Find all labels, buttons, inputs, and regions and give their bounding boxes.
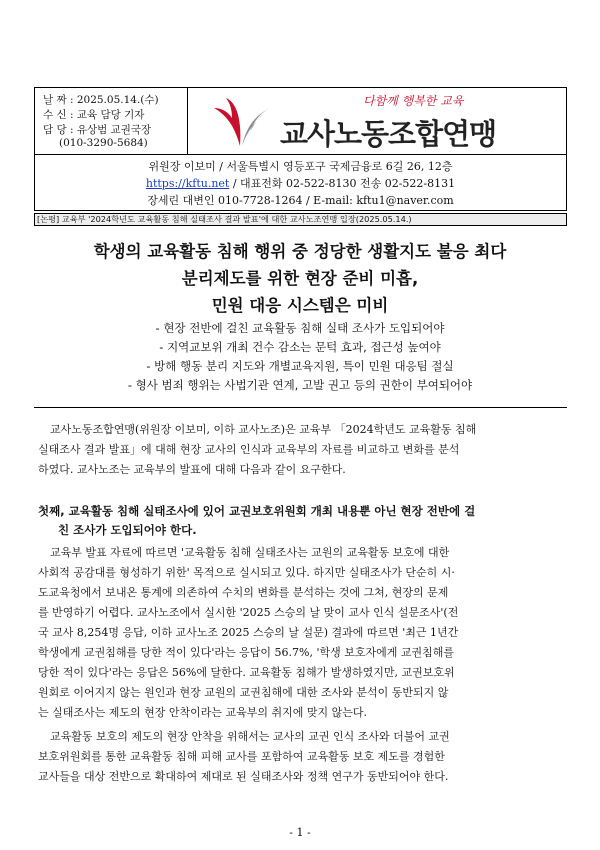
release-recipient: 수 신 : 교육 담당 기자 (43, 109, 145, 121)
page-number: - 1 - (289, 826, 311, 839)
section1-heading-line-1: 첫째, 교육활동 침해 실태조사에 있어 교권보호위원회 개최 내용뿐 아닌 현장 전반에 걸 (38, 504, 476, 518)
release-contact-phone: (010-3290-5684) (59, 137, 148, 149)
org-spokesperson: 장세린 대변인 010-7728-1264 / E-mail: kftu1@naver.com (147, 194, 454, 207)
s1p2-line-1: 교육활동 보호의 제도의 현장 안착을 위해서는 교사의 교권 인식 조사와 더불어 교권 (50, 730, 450, 743)
section1-heading-line-2: 친 조사가 도입되어야 한다. (58, 523, 197, 537)
s1p2-line-2: 보호위원회를 통한 교육활동 침해 피해 교사를 포함하여 교육활동 보호 제도를 경험한 (38, 750, 445, 763)
press-release-header (34, 87, 567, 211)
intro-line-3: 하였다. 교사노조는 교육부의 발표에 대해 다음과 같이 요구한다. (38, 463, 346, 476)
release-category: [논평] 교육부 '2024학년도 교육활동 침해 실태조사 결과 발표'에 대한 교사노조연맹 입장(2025.05.14.) (34, 213, 567, 226)
title-line-3: 민원 대응 시스템은 미비 (211, 296, 389, 315)
section-divider (34, 407, 567, 408)
release-contact-person: 담 당 : 유상범 교권국장 (43, 124, 152, 136)
header-top-row (35, 88, 566, 155)
org-phone-line (35, 175, 566, 191)
org-tel-fax: / 대표전화 02-522-8130 전송 02-522-8131 (229, 177, 456, 190)
title-line-1: 학생의 교육활동 침해 행위 중 정당한 생활지도 불응 최다 (93, 242, 507, 261)
subtitle-4: - 형사 범죄 행위는 사법기관 연계, 고발 권고 등의 권한이 부여되어야 (127, 378, 473, 392)
intro-line-1: 교사노동조합연맹(위원장 이보미, 이하 교사노조)은 교육부 「2024학년도 교육활동 침해 (50, 423, 477, 436)
website-link[interactable]: https://kftu.net (145, 177, 230, 190)
s1p1-line-7: 당한 적이 있다'라는 응답은 56%에 달한다. 교육활동 침해가 발생하였지만, 교권보호위 (38, 666, 455, 679)
org-name: 교사노동조합연맹 (280, 117, 497, 151)
org-address: 위원장 이보미 / 서울특별시 영등포구 국제금융로 6길 26, 12층 (148, 160, 453, 173)
s1p1-line-2: 사회적 공감대를 형성하기 위한' 목적으로 실시되고 있다. 하지만 실태조사가 단순히 시· (38, 566, 455, 579)
release-date: 날 짜 : 2025.05.14.(수) (43, 94, 159, 106)
org-slogan: 다함께 행복한 교육 (363, 94, 464, 108)
s1p1-line-6: 학생에게 교권침해를 당한 적이 있다'라는 응답이 56.7%, '학생 보호자에게 교권침해를 (38, 646, 454, 659)
org-logo (188, 88, 568, 154)
title-line-2: 분리제도를 위한 현장 준비 미흡, (181, 269, 419, 288)
s1p1-line-3: 도교육청에서 보내온 통계에 의존하여 수치의 변화를 분석하는 것에 그쳐, 현장의 문제 (38, 586, 449, 599)
s1p1-line-4: 를 반영하기 어렵다. 교사노조에서 실시한 '2025 스승의 날 맞이 교사 인식 설문조사'(전 (38, 606, 459, 619)
s1p2-line-3: 교사들을 대상 전반으로 확대하여 제대로 된 실태조사와 정책 연구가 동반되어야 한다. (38, 770, 449, 783)
release-meta (35, 88, 188, 154)
s1p1-line-1: 교육부 발표 자료에 따르면 '교육활동 침해 실태조사는 교원의 교육활동 보호에 대한 (50, 546, 450, 559)
s1p1-line-8: 원회로 이어지지 않는 원인과 현장 교원의 교권침해에 대한 조사와 분석이 동반되지 않 (38, 686, 449, 699)
subtitle-3: - 방해 행동 분리 지도와 개별교육지원, 특이 민원 대응팀 절실 (146, 359, 454, 373)
intro-line-2: 실태조사 결과 발표」에 대해 현장 교사의 인식과 교육부의 자료를 비교하고 변화를 분석 (38, 443, 460, 456)
s1p1-line-9: 는 실태조사는 제도의 현장 안착이라는 교육부의 취지에 맞지 않는다. (38, 706, 367, 719)
s1p1-line-5: 국 교사 8,254명 응답, 이하 교사노조 2025 스승의 날 설문) 결과에 따르면 '최근 1년간 (38, 626, 459, 639)
subtitle-2: - 지역교보위 개최 건수 감소는 문턱 효과, 접근성 높여야 (159, 340, 441, 354)
subtitle-1: - 현장 전반에 걸친 교육활동 침해 실태 조사가 도입되어야 (155, 321, 445, 335)
org-contact (35, 155, 566, 211)
